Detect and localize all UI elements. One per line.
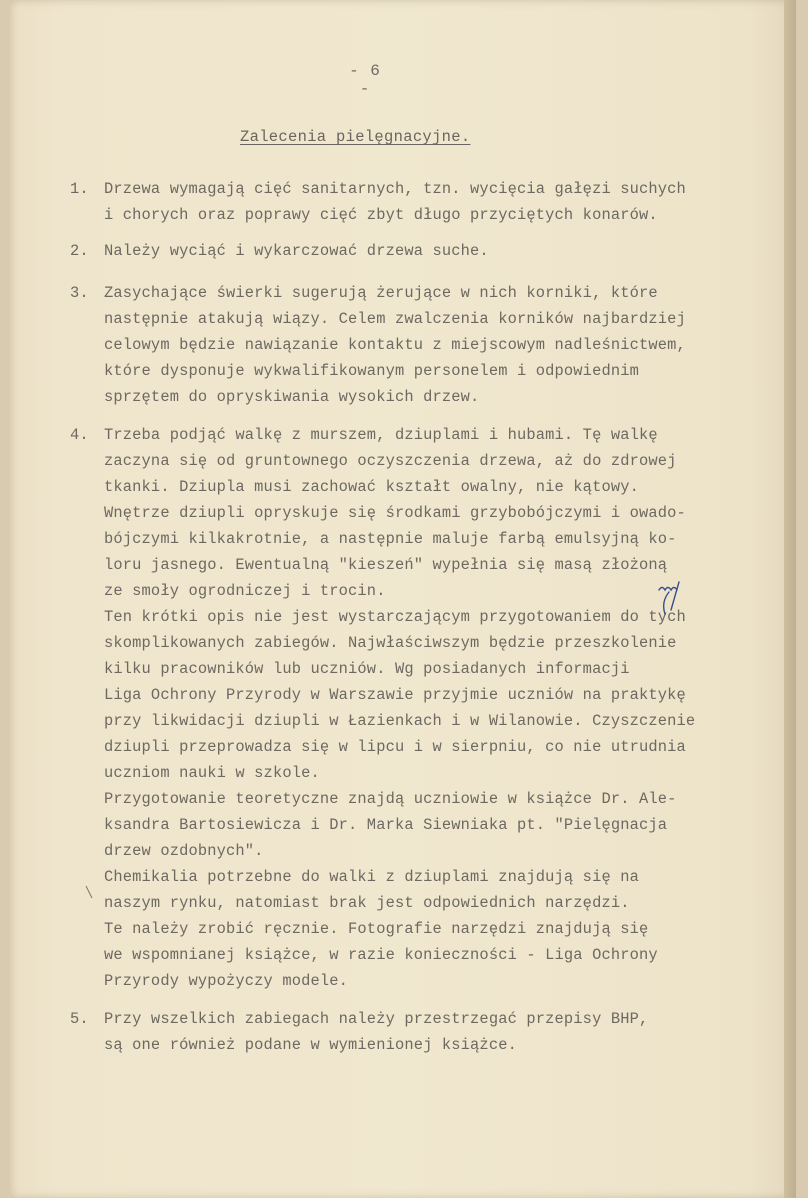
text-line: Te należy zrobić ręcznie. Fotografie narzędzi znajdują się [104,920,649,938]
text-line: Przyrody wypożyczy modele. [104,972,349,990]
margin-pencil-mark [85,885,93,899]
text-line: we wspomnianej książce, w razie konieczności - Liga Ochrony [104,946,658,964]
paragraph-tools [104,864,784,994]
text-line: Trzeba podjąć walkę z murszem, dziuplami i hubami. Tę walkę [104,426,658,444]
page-number: - 6 - [349,62,381,98]
text-line: przy likwidacji dziupli w Łazienkach i w Wilanowie. Czyszczenie [104,712,696,730]
text-line: i chorych oraz poprawy cięć zbyt długo przyciętych konarów. [104,206,658,224]
handwritten-correction-mark [655,580,695,620]
text-line: skomplikowanych zabiegów. Najwłaściwszym będzie przeszkolenie [104,634,677,652]
text-line: bójczymi kilkakrotnie, a następnie maluje farbą emulsyjną ko- [104,530,677,548]
text-line: uczniom nauki w szkole. [104,764,320,782]
text-line: Liga Ochrony Przyrody w Warszawie przyjmie uczniów na praktykę [104,686,686,704]
text-line: Ten krótki opis nie jest wystarczającym przygotowaniem do tych [104,608,686,626]
text-line: sprzętem do opryskiwania wysokich drzew. [104,388,480,406]
text-line: ze smoły ogrodniczej i trocin. [104,582,386,600]
text-line: Przy wszelkich zabiegach należy przestrzegać przepisy BHP, [104,1010,649,1028]
text-line: Chemikalia potrzebne do walki z dziuplami znajdują się na [104,868,639,886]
paragraph-theory [104,786,784,864]
text-line: Zasychające świerki sugerują żerujące w nich korniki, które [104,284,658,302]
text-line: następnie atakują wiązy. Celem zwalczenia korników najbardziej [104,310,686,328]
text-line: są one również podane w wymienionej książce. [104,1036,517,1054]
list-item-number: 5. [70,1010,89,1028]
list-item-number: 1. [70,180,89,198]
list-item-number: 3. [70,284,89,302]
text-line: kilku pracowników lub uczniów. Wg posiadanych informacji [104,660,630,678]
text-line: ksandra Bartosiewicza i Dr. Marka Siewniaka pt. "Pielęgnacja [104,816,668,834]
text-line: tkanki. Dziupla musi zachować kształt owalny, nie kątowy. [104,478,639,496]
paragraph-training [104,604,784,786]
list-item-number: 2. [70,242,89,260]
text-line: które dysponuje wykwalifikowanym personelem i odpowiednim [104,362,639,380]
text-line: Wnętrze dziupli opryskuje się środkami grzybobójczymi i owado- [104,504,686,522]
text-line: loru jasnego. Ewentualną "kieszeń" wypełnia się masą złożoną [104,556,668,574]
text-line: Należy wyciąć i wykarczować drzewa suche. [104,242,489,260]
text-line: Przygotowanie teoretyczne znajdą uczniowie w książce Dr. Ale- [104,790,677,808]
text-line: dziupli przeprowadza się w lipcu i w sierpniu, co nie utrudnia [104,738,686,756]
document-page [10,0,796,1198]
text-line: Drzewa wymagają cięć sanitarnych, tzn. wycięcia gałęzi suchych [104,180,686,198]
section-heading: Zalecenia pielęgnacyjne. [240,128,471,146]
text-line: zaczyna się od gruntownego oczyszczenia drzewa, aż do zdrowej [104,452,677,470]
text-line: drzew ozdobnych". [104,842,264,860]
list-item-number: 4. [70,426,89,444]
text-line: celowym będzie nawiązanie kontaktu z miejscowym nadleśnictwem, [104,336,686,354]
text-line: naszym rynku, natomiast brak jest odpowiednich narzędzi. [104,894,630,912]
